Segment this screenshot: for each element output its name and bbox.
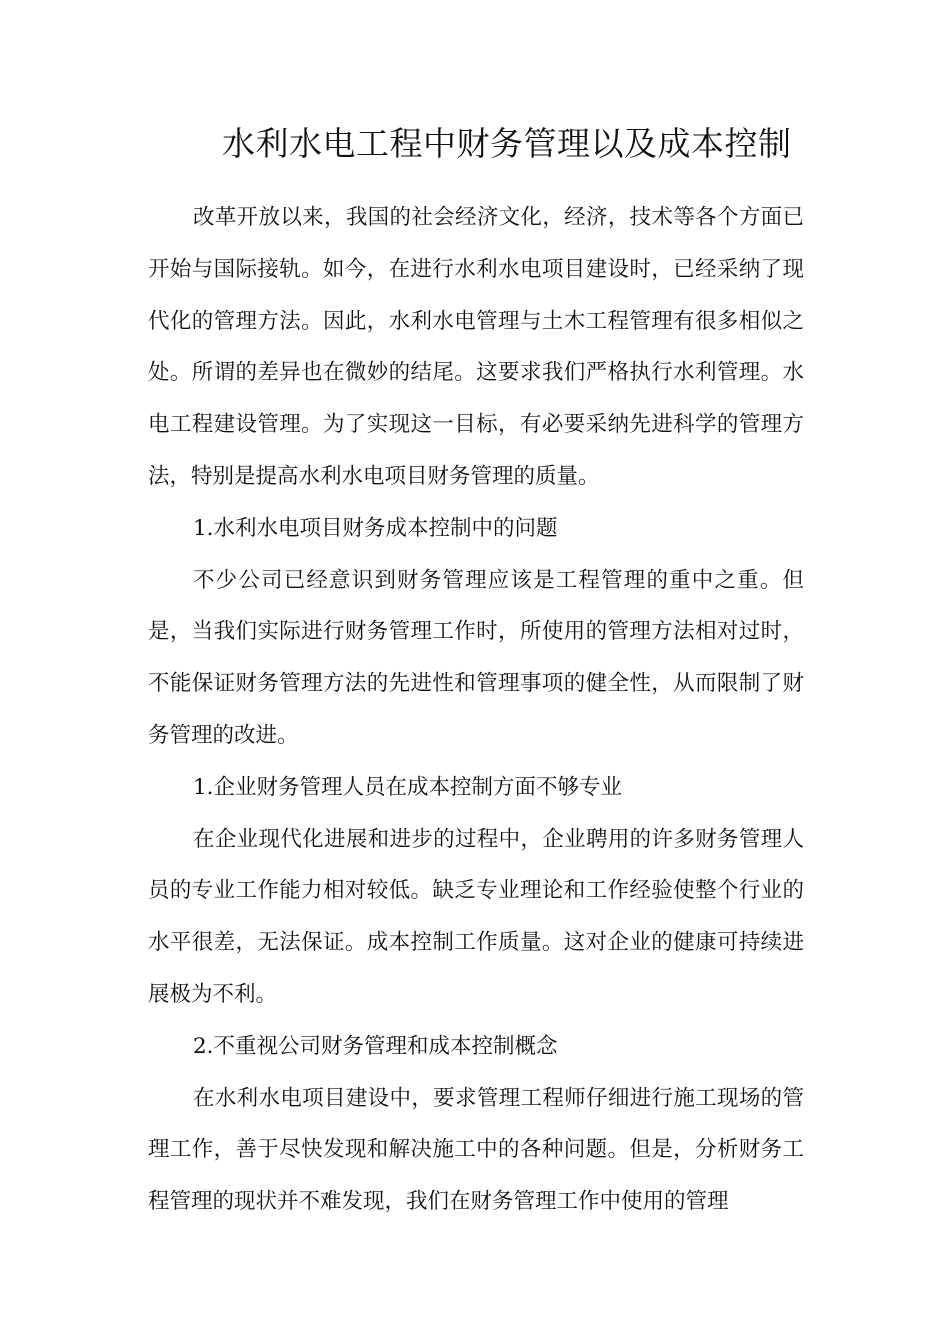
section-heading-3: 2.不重视公司财务管理和成本控制概念 <box>193 1033 558 1059</box>
paragraph-intro: 改革开放以来，我国的社会经济文化，经济，技术等各个方面已开始与国际接轨。如今，在进行水利水电项目建设时，已经采纳了现代化的管理方法。因此，水利水电管理与土木工程管理有很多相似之处。所谓的差异也在微妙的结尾。这要求我们严格执行水利管理。水电工程建设管理。为了实现这一目标，有必要采纳先进科学的管理方法，特别是提高水利水电项目财务管理的质量。 <box>148 205 804 489</box>
paragraph-construction: 在水利水电项目建设中，要求管理工程师仔细进行施工现场的管理工作，善于尽快发现和解决施工中的各种问题。但是，分析财务工程管理的现状并不难发现，我们在财务管理工作中使用的管理 <box>148 1085 804 1215</box>
paragraph-staff: 在企业现代化进展和进步的过程中，企业聘用的许多财务管理人员的专业工作能力相对较低。缺乏专业理论和工作经验使整个行业的水平很差，无法保证。成本控制工作质量。这对企业的健康可持续进展极为不利。 <box>148 826 804 1007</box>
paragraph-problems: 不少公司已经意识到财务管理应该是工程管理的重中之重。但是，当我们实际进行财务管理工作时，所使用的管理方法相对过时，不能保证财务管理方法的先进性和管理事项的健全性，从而限制了财务管理的改进。 <box>148 567 804 748</box>
section-heading-1: 1.水利水电项目财务成本控制中的问题 <box>193 515 558 541</box>
document-body <box>148 192 804 1228</box>
section-heading-2: 1.企业财务管理人员在成本控制方面不够专业 <box>193 774 623 800</box>
document-title: 水利水电工程中财务管理以及成本控制 <box>222 124 792 163</box>
